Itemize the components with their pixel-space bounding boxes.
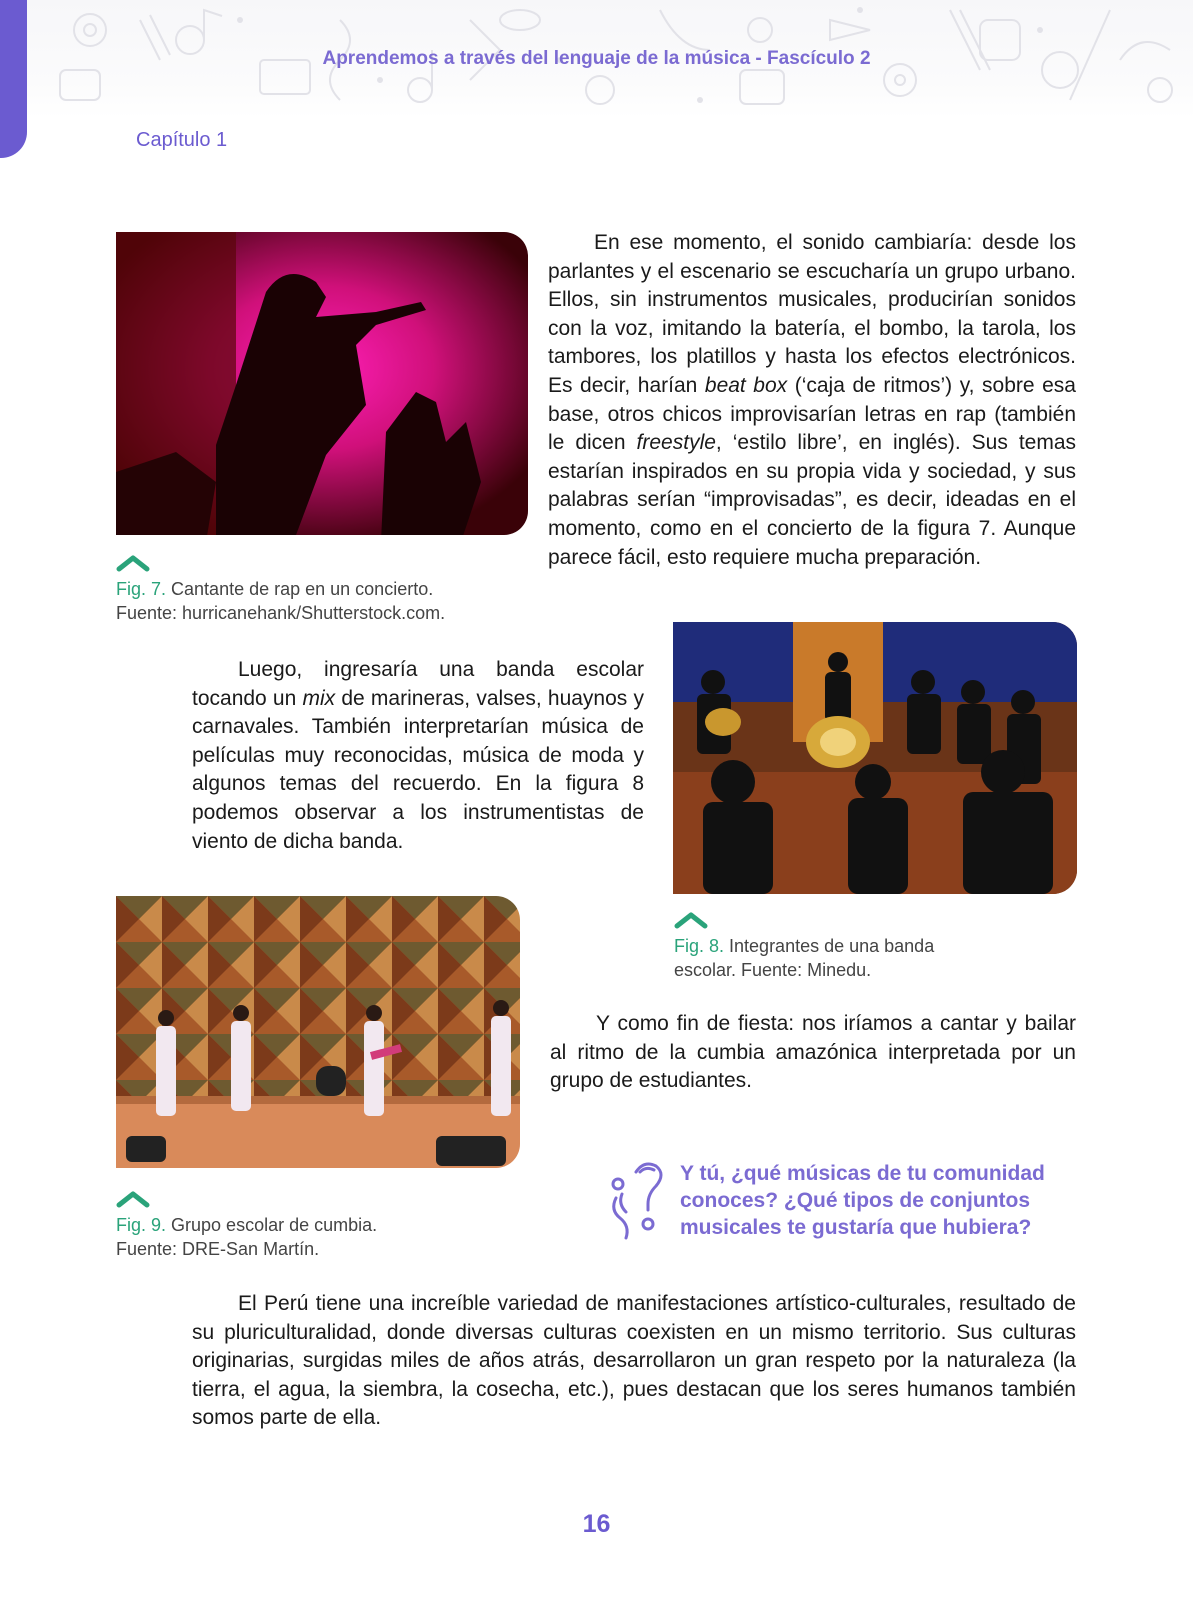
- paragraph-1-text-c: (‘caja de ritmos’) y, sobre esa base, otros chicos improvisarían letras en rap (también le dicen: [548, 373, 1076, 455]
- fig8-label: Fig. 8.: [674, 936, 725, 956]
- chevron-up-icon: [116, 1190, 150, 1208]
- fig7-caption: [116, 577, 556, 625]
- fig9-source: Fuente: DRE-San Martín.: [116, 1239, 320, 1259]
- question-marks-icon: [606, 1158, 668, 1244]
- fig7-caption-text: Cantante de rap en un concierto.: [166, 579, 434, 599]
- paragraph-1-text-a: En ese momento, el sonido cambiaría: desde los parlantes y el escenario se escucharía un grupo urbano. Ellos, sin instrumentos musicales, producirían sonidos con la voz, imitando la batería, el bombo, la tarola, los tambores, los platillos y hasta los efectos electrónicos. Es decir, harían: [548, 231, 1076, 397]
- chevron-up-icon: [674, 911, 708, 929]
- fig8-caption-text: Integrantes de una banda: [724, 936, 935, 956]
- chapter-tab: [0, 0, 27, 158]
- paragraph-2-text-c: de marineras, valses, huaynos y carnavales. También interpretarían música de películas muy reconocidas, música de moda y algunos temas del recuerdo. En la figura 8 podemos observar a los instrumentistas de viento de dicha banda.: [192, 686, 644, 853]
- paragraph-1-text-e: , ‘estilo libre’, en inglés). Sus temas estarían inspirados en su propia vida y sociedad, y sus palabras serían “improvisadas”, es decir, ideadas en el momento, como en el concierto de la figura 7. Aunque parece fácil, esto requiere mucha preparación.: [548, 431, 1077, 569]
- fig7-source: Fuente: hurricanehank/Shutterstock.com.: [116, 603, 446, 623]
- paragraph-1: [548, 229, 1076, 572]
- chapter-label: Capítulo 1: [136, 129, 228, 151]
- fig7-label: Fig. 7.: [116, 579, 167, 599]
- fig8-source: escolar. Fuente: Minedu.: [674, 960, 872, 980]
- paragraph-3: Y como fin de fiesta: nos iríamos a cantar y bailar al ritmo de la cumbia amazónica interpretada por un grupo de estudiantes.: [550, 1012, 1076, 1093]
- chevron-up-icon: [116, 554, 150, 572]
- fig9-photo: [116, 896, 520, 1168]
- reflection-question: Y tú, ¿qué músicas de tu comunidad conoces? ¿Qué tipos de conjuntos musicales te gustaría que hubiera?: [680, 1162, 1045, 1239]
- fig9-caption-text: Grupo escolar de cumbia.: [166, 1215, 378, 1235]
- page-number: 16: [582, 1510, 611, 1538]
- paragraph-2-text-a: Luego, ingresaría una banda escolar tocando un: [192, 658, 644, 710]
- paragraph-4: El Perú tiene una increíble variedad de manifestaciones artístico-culturales, resultado de su pluriculturalidad, donde diversas culturas coexisten en un mismo territorio. Sus culturas originarias, surgidas miles de años atrás, desarrollaron un gran respeto por la naturaleza (la tierra, el agua, la siembra, la cosecha, etc.), pues destacan que los seres humanos también somos parte de ella.: [192, 1292, 1076, 1430]
- fig9-caption: [116, 1213, 516, 1261]
- fig7-photo: [116, 232, 528, 535]
- paragraph-2-term-mix: mix: [302, 686, 336, 710]
- fig8-caption: [674, 934, 1004, 982]
- fig9-label: Fig. 9.: [116, 1215, 167, 1235]
- fig8-photo: [673, 622, 1077, 894]
- running-title: Aprendemos a través del lenguaje de la música - Fascículo 2: [322, 48, 871, 69]
- paragraph-2: [192, 656, 644, 856]
- paragraph-1-term-beatbox: beat box: [704, 373, 788, 397]
- paragraph-1-term-freestyle: freestyle: [636, 431, 716, 455]
